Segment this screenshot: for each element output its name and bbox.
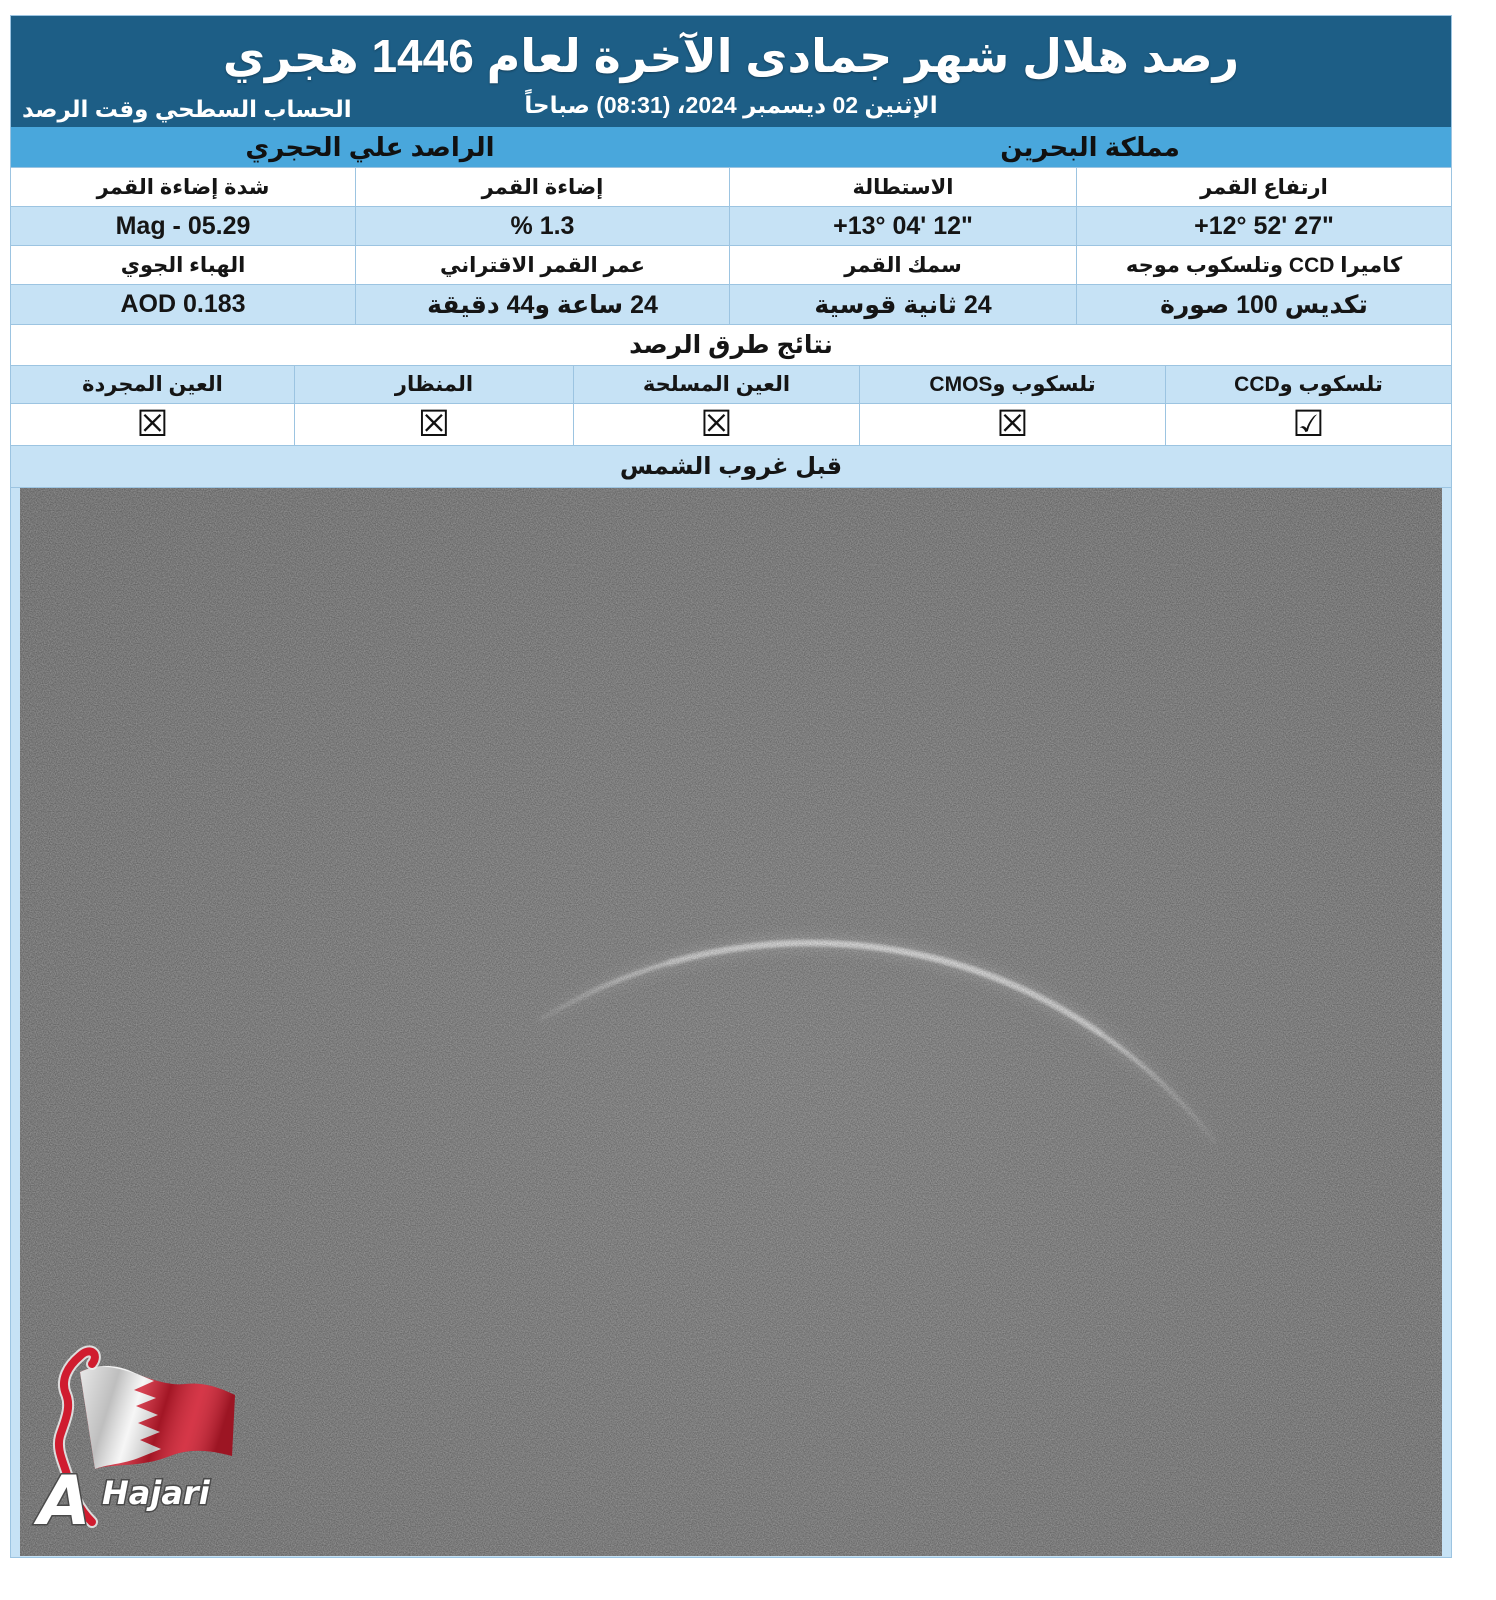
method-label-aided-eye: العين المسلحة — [573, 366, 859, 403]
logo-initial: A — [38, 1462, 91, 1541]
report-header — [11, 16, 1451, 127]
calculation-note: الحساب السطحي وقت الرصد — [22, 96, 352, 122]
observation-report-card — [10, 15, 1452, 1558]
method-label-binoculars: المنظار — [294, 366, 573, 403]
param-label-elongation: الاستطالة — [729, 168, 1076, 206]
photo-section — [11, 488, 1451, 1557]
observation-results-row — [11, 404, 1451, 446]
crossed-box-icon: ☒ — [294, 404, 573, 445]
param-value-elongation: +13° 04' 12" — [729, 207, 1076, 245]
param-value-aerosol: AOD 0.183 — [120, 290, 246, 318]
results-section-header — [11, 325, 1451, 366]
logo-wordmark: Hajari — [102, 1474, 210, 1512]
param-value-moon-age: 24 ساعة و44 دقيقة — [355, 285, 729, 324]
method-label-naked-eye: العين المجردة — [82, 373, 223, 396]
parameters-values-row-1 — [11, 207, 1451, 246]
crossed-box-icon: ☒ — [136, 404, 169, 445]
observation-date-time: الإثنين 02 ديسمبر 2024، (08:31) صباحاً — [524, 92, 938, 118]
parameters-labels-row-1 — [11, 168, 1451, 207]
param-value-moon-altitude: +12° 52' 27" — [1076, 207, 1451, 245]
country-name: مملكة البحرين — [1000, 131, 1180, 162]
photo-caption-row — [11, 446, 1451, 488]
crossed-box-icon: ☒ — [573, 404, 859, 445]
param-value-magnitude: Mag - 05.29 — [115, 211, 251, 240]
results-title: نتائج طرق الرصد — [629, 331, 833, 359]
param-label-magnitude: شدة إضاءة القمر — [96, 175, 270, 199]
crossed-box-icon: ☒ — [859, 404, 1165, 445]
param-value-equipment: تكديس 100 صورة — [1076, 285, 1451, 324]
country-observer-band — [11, 127, 1451, 168]
param-label-illumination: إضاءة القمر — [355, 168, 729, 206]
report-title: رصد هلال شهر جمادى الآخرة لعام 1446 هجري — [222, 30, 1240, 82]
method-label-telescope-ccd: تلسكوب وCCD — [1165, 366, 1451, 403]
parameters-labels-row-2 — [11, 246, 1451, 285]
param-label-aerosol: الهباء الجوي — [120, 253, 246, 277]
photo-caption: قبل غروب الشمس — [619, 453, 843, 480]
checked-box-icon: ☑ — [1165, 404, 1451, 445]
param-value-crescent-thickness: 24 ثانية قوسية — [729, 285, 1076, 324]
param-label-moon-altitude: ارتفاع القمر — [1076, 168, 1451, 206]
param-label-crescent-thickness: سمك القمر — [729, 246, 1076, 284]
observation-methods-row — [11, 366, 1451, 404]
parameters-values-row-2 — [11, 285, 1451, 325]
method-label-telescope-cmos: تلسكوب وCMOS — [859, 366, 1165, 403]
param-label-equipment: كاميرا CCD وتلسكوب موجه — [1076, 246, 1451, 284]
crescent-photo — [20, 488, 1442, 1556]
param-label-moon-age: عمر القمر الاقتراني — [355, 246, 729, 284]
param-value-illumination: % 1.3 — [355, 207, 729, 245]
observer-name: الراصد علي الحجري — [245, 131, 495, 162]
